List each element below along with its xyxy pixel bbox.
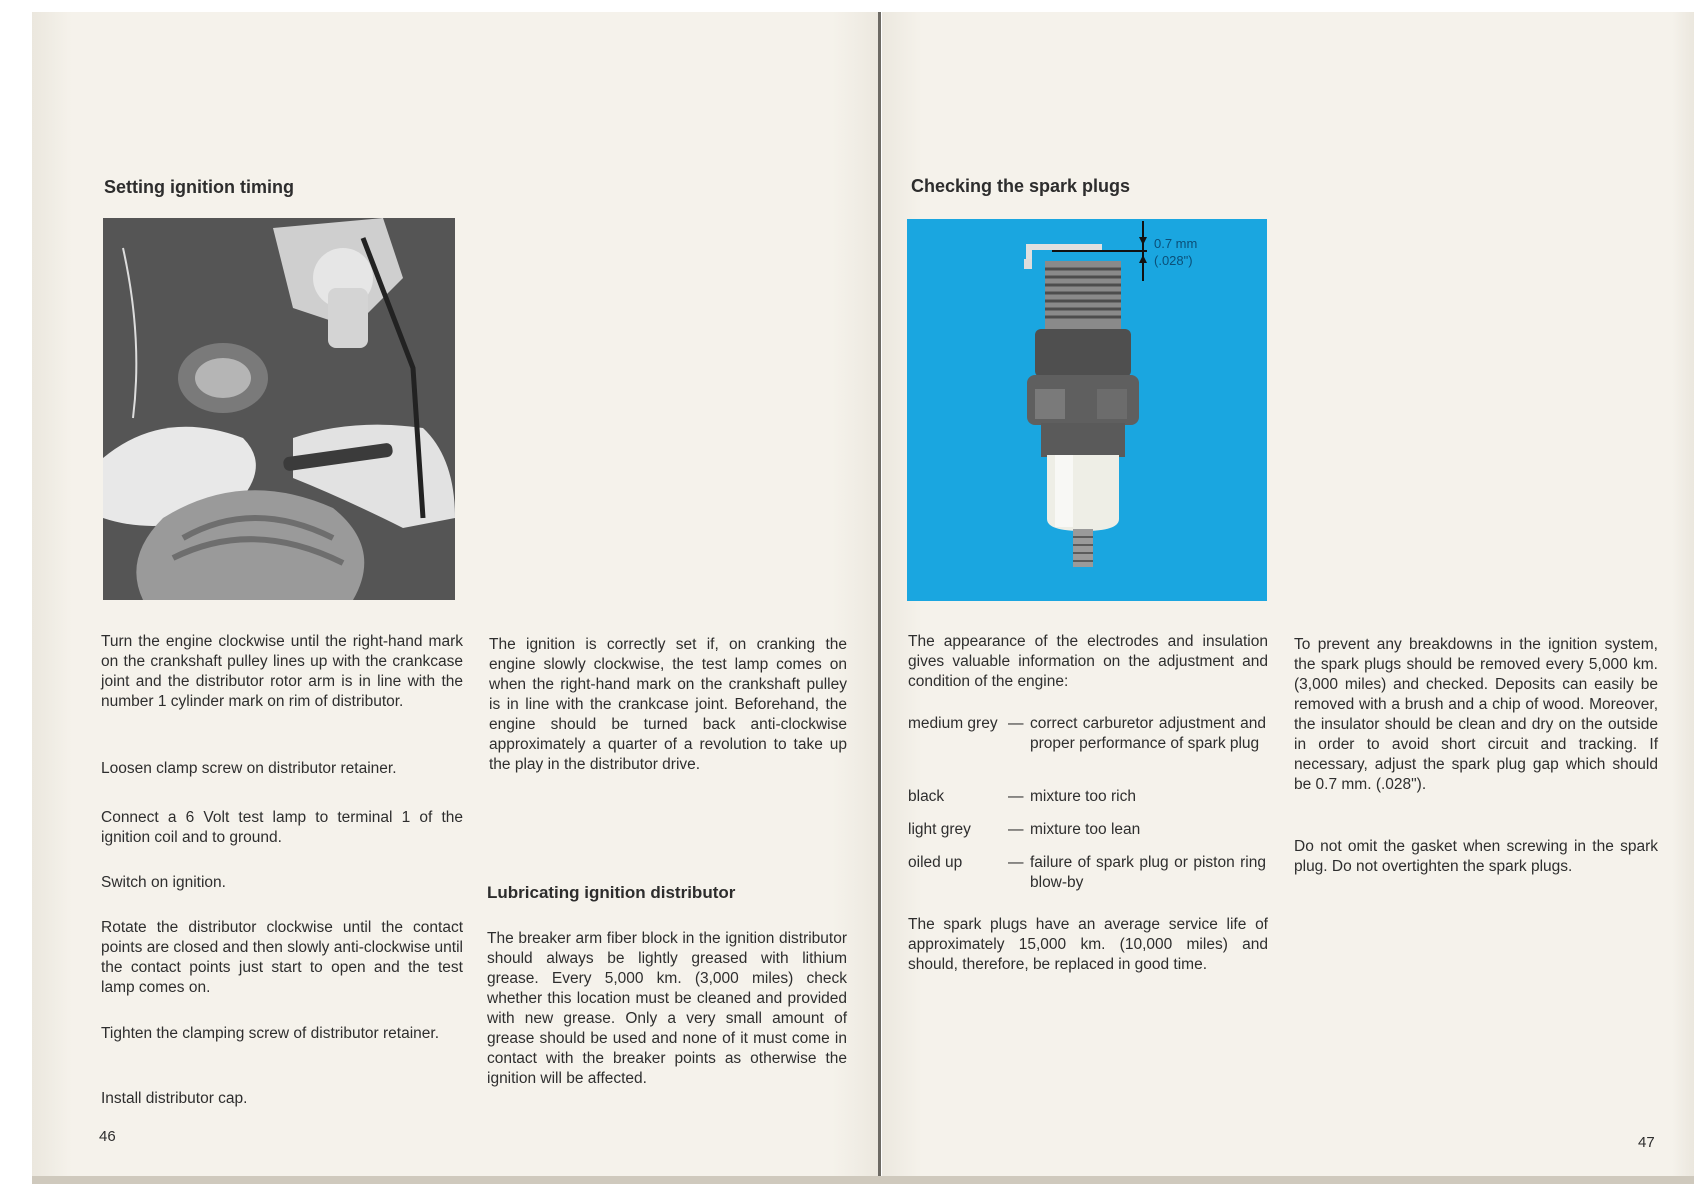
timing-step-2: Loosen clamp screw on distributor retainer. xyxy=(101,760,397,777)
gap-measurement-label: 0.7 mm (.028") xyxy=(1154,236,1198,268)
spark-plug-illustration xyxy=(907,219,1267,601)
book-spine xyxy=(878,12,881,1180)
condition-dash: — xyxy=(1008,788,1024,805)
service-life-paragraph: The spark plugs have an average service life of approximately 15,000 km. (10,000 miles) and should, therefore, be replaced in good time. xyxy=(908,916,1268,973)
timing-step-7: Install distributor cap. xyxy=(101,1090,248,1107)
timing-check-paragraph: The ignition is correctly set if, on cranking the engine slowly clockwise, the test lamp comes on when the right-hand mark on the crankshaft pulley is in line with the crankcase joint. Beforehand, the engine should be turned back anti-clockwise approximately a quarter of a revolution to take up the play in the distributor drive. xyxy=(489,636,847,773)
condition-row xyxy=(908,714,1268,774)
timing-step-3: Connect a 6 Volt test lamp to terminal 1 of the ignition coil and to ground. xyxy=(101,809,463,846)
condition-desc: mixture too rich xyxy=(1030,788,1136,805)
electrodes-intro: The appearance of the electrodes and insulation gives valuable information on the adjustment and condition of the engine: xyxy=(908,633,1268,690)
condition-term: black xyxy=(908,788,945,805)
condition-term: medium grey xyxy=(908,715,998,732)
timing-step-5: Rotate the distributor clockwise until the contact points are closed and then slowly anti-clockwise until the contact points just start to open and the test lamp comes on. xyxy=(101,919,463,996)
condition-term: oiled up xyxy=(908,854,963,871)
condition-dash: — xyxy=(1008,821,1024,838)
section-title-lubricating: Lubricating ignition distributor xyxy=(487,883,736,902)
lubricating-paragraph: The breaker arm fiber block in the ignition distributor should always be lightly greased with lithium grease. Every 5,000 km. (3,000 miles) check whether this location must be cleaned and provided with new grease. Only a very small amount of grease should be used and none of it must come in contact with the breaker points as otherwise the ignition will be affected. xyxy=(487,930,847,1087)
page-title-spark-plugs: Checking the spark plugs xyxy=(911,176,1131,196)
condition-desc: correct carburetor adjustment and proper performance of spark plug xyxy=(1030,715,1266,752)
condition-row xyxy=(908,787,1268,807)
condition-desc: failure of spark plug or piston ring blow-by xyxy=(1030,854,1266,891)
condition-row xyxy=(908,820,1268,840)
page-title-ignition-timing: Setting ignition timing xyxy=(104,177,294,197)
condition-dash: — xyxy=(1008,854,1024,871)
page-number-right: 47 xyxy=(1638,1134,1655,1151)
timing-step-6: Tighten the clamping screw of distributor retainer. xyxy=(101,1025,440,1042)
timing-step-4: Switch on ignition. xyxy=(101,874,226,891)
condition-row xyxy=(908,853,1268,893)
timing-step-1: Turn the engine clockwise until the right-hand mark on the crankshaft pulley lines up with the crankcase joint and the distributor rotor arm is in line with the number 1 cylinder mark on rim of distributor. xyxy=(101,633,463,710)
gasket-paragraph: Do not omit the gasket when screwing in the spark plug. Do not overtighten the spark plugs. xyxy=(1294,838,1658,875)
condition-dash: — xyxy=(1008,715,1024,732)
ignition-timing-photo xyxy=(103,218,455,600)
condition-desc: mixture too lean xyxy=(1030,821,1141,838)
spark-plug-maintenance-paragraph: To prevent any breakdowns in the ignition system, the spark plugs should be removed every 5,000 km. (3,000 miles) and checked. Deposits can easily be removed with a brush and a chip of wood. Moreover, the insulator should be clean and dry on the outside in order to avoid short circuit and tracking. If necessary, adjust the spark plug gap which should be 0.7 mm. (.028"). xyxy=(1294,636,1658,793)
page-number-left: 46 xyxy=(99,1128,116,1145)
page-edge xyxy=(32,1176,1694,1184)
condition-term: light grey xyxy=(908,821,971,838)
